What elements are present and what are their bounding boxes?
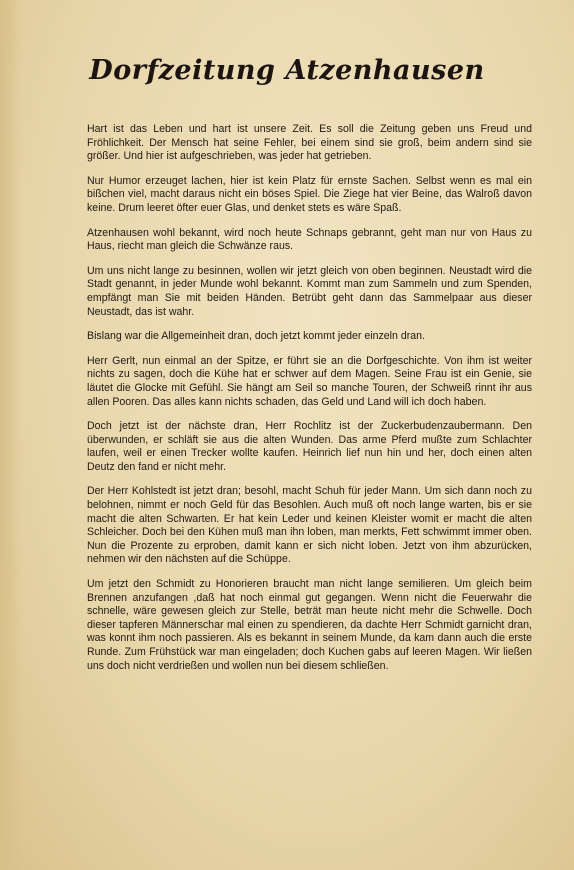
paragraph-5: Bislang war die Allgemeinheit dran, doch jetzt kommt jeder einzeln dran. [87, 330, 426, 343]
paragraph-8: Der Herr Kohlstedt ist jetzt dran; besohl, macht Schuh für jeder Mann. Um sich dann noch zu belohnen, nimmt er noch Geld für das Besohlen. Auch muß oft noch lange warten, bis er sie macht die alten Schwarten. Er hat kein Leder und keinen Kleister womit er macht die alten Schleicher. Doch bei den Kühen muß man ihn loben, man merkts, Fett schwimmt immer oben. Nun die Prozente zu erproben, damit kann er sich nicht loben. Jetzt von ihm abzurücken, nehmen wir den nächsten auf die Schüppe. [87, 485, 532, 566]
paragraph-6: Herr Gerlt, nun einmal an der Spitze, er führt sie an die Dorfgeschichte. Von ihm ist weiter nichts zu sagen, doch die Kühe hat er schwer auf dem Magen. Seine Frau ist ein Genie, sie läutet die Glocke mit Gefühl. Sie hängt am Seil so manche Touren, der Schweiß rinnt ihr aus allen Pooren. Das alles kann nichts schaden, das Geld und Land will ich doch haben. [87, 354, 532, 408]
paragraph-1: Hart ist das Leben und hart ist unsere Zeit. Es soll die Zeitung geben uns Freud und Fröhlichkeit. Der Mensch hat seine Fehler, bei einem sind sie groß, beim andern sind sie größer. Und hier ist aufgeschrieben, was jeder hat getrieben. [87, 123, 532, 163]
paragraph-7: Doch jetzt ist der nächste dran, Herr Rochlitz ist der Zuckerbudenzaubermann. Den überwunden, er schläft sie aus die alten Wunden. Das arme Pferd mußte zum Schlachter laufen, weil er einen Trecker wollte kaufen. Heinrich lief nun hin und her, doch einen alten Deutz den fand er nicht mehr. [87, 420, 532, 473]
paragraph-9: Um jetzt den Schmidt zu Honorieren braucht man nicht lange semilieren. Um gleich beim Brennen anzufangen ,daß hat noch einmal gut gegangen. Wenn nicht die Feuerwahr die schnelle, wäre gewesen gleich zur Stelle, beträt man heute nicht mehr die Schwelle. Doch dieser tapferen Männerschar mal einen zu spendieren, da dachte Herr Schmidt garnicht dran, was konnt ihm noch passieren. Als es bekannt in seinem Munde, da kam dann auch die erste Runde. Zum Frühstück war man eingeladen; doch Kuchen gabs auf leeren Magen. Wir ließen uns doch nicht verdrießen und wollen nun bei diesem schließen. [87, 578, 532, 672]
page-title: Dorfzeitung Atzenhausen [89, 55, 485, 86]
paragraph-3: Atzenhausen wohl bekannt, wird noch heute Schnaps gebrannt, geht man nur von Haus zu Haus, riecht man gleich die Schwänze raus. [87, 226, 532, 253]
paper-edge [0, 0, 22, 870]
paragraph-4: Um uns nicht lange zu besinnen, wollen wir jetzt gleich von oben beginnen. Neustadt wird die Stadt genannt, in jeder Munde wohl bekannt. Kommt man zum Sammeln und zum Spenden, empfängt man Sie mit beiden Händen. Betrübt geht dann das Sammelpaar aus dieser Neustadt, das ist wahr. [87, 264, 532, 318]
article-body [87, 123, 532, 684]
paragraph-2: Nur Humor erzeuget lachen, hier ist kein Platz für ernste Sachen. Selbst wenn es mal ein bißchen viel, macht daraus nicht ein böses Spiel. Die Ziege hat vier Beine, das Walroß davon keine. Drum leeret öfter euer Glas, und denket stets es wäre Spaß. [87, 174, 532, 214]
